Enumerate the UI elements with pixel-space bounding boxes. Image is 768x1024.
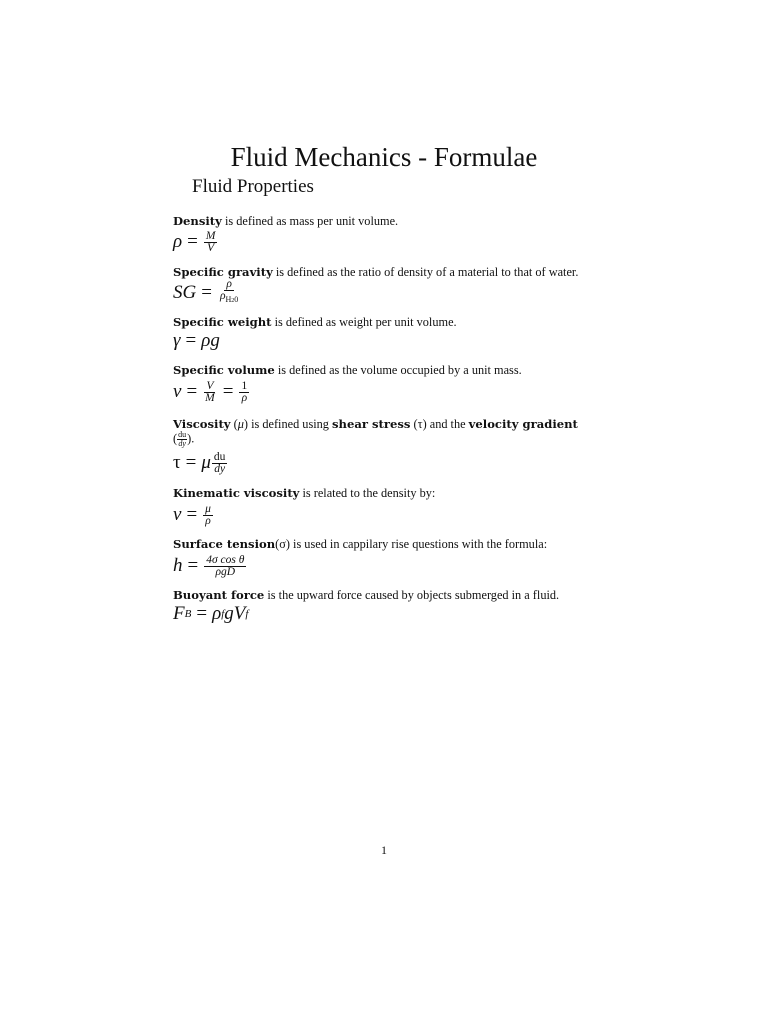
- entry-text: is defined as weight per unit volume.: [271, 315, 457, 329]
- buoyant-force-formula: [173, 602, 623, 626]
- denominator: $\rho_{H20}$: [219, 290, 239, 304]
- specific-weight-formula: [173, 329, 623, 353]
- entry-term: Specific volume: [173, 363, 275, 377]
- equals-sign: =: [222, 381, 234, 402]
- entry-term: Density: [173, 214, 222, 228]
- specific-volume-formula: [173, 377, 623, 407]
- entry-description: [173, 588, 623, 602]
- numerator: V: [206, 379, 214, 392]
- entry-description: Viscosity (μ) is defined using shear stress (τ) and the velocity gradient ( $\frac{du}{dy}$ ).: [173, 417, 578, 448]
- entry-specific-volume: [173, 363, 623, 407]
- density-formula: [173, 228, 623, 256]
- subscript: f: [221, 608, 225, 620]
- formula-lhs: F: [173, 603, 185, 624]
- viscosity-formula: [173, 448, 623, 478]
- numerator: du: [213, 450, 226, 463]
- fraction: [218, 279, 240, 307]
- entry-text: is the upward force caused by objects submerged in a fluid.: [264, 588, 560, 602]
- subscript: H20: [225, 295, 239, 304]
- fraction: [204, 555, 246, 578]
- entry-description: [173, 214, 623, 228]
- entry-description: [173, 537, 623, 551]
- equals-sign: =: [186, 381, 198, 402]
- fraction: [212, 452, 228, 475]
- gradient-fraction: $\frac{du}{dy}$: [178, 430, 187, 448]
- numerator: μ: [205, 502, 211, 515]
- subscript: f: [245, 608, 249, 620]
- entry-description: [173, 486, 623, 500]
- entry-viscosity: [173, 417, 623, 478]
- page-number: 1: [381, 843, 387, 857]
- formula-mu: μ: [201, 452, 211, 473]
- subscript: B: [184, 608, 192, 620]
- entry-term: Surface tension: [173, 537, 276, 551]
- fraction: [204, 231, 218, 254]
- numerator: M: [205, 229, 216, 242]
- formula-list: [173, 214, 623, 626]
- entry-term: Buoyant force: [173, 588, 265, 602]
- entry-text: is related to the density by:: [299, 486, 436, 500]
- denominator: ρ: [241, 391, 248, 404]
- numerator: ρ: [226, 278, 232, 290]
- section-heading: Fluid Properties: [192, 176, 314, 197]
- denominator: M: [205, 391, 215, 404]
- entry-term: velocity gradient: [468, 417, 578, 431]
- kinematic-viscosity-formula: [173, 500, 623, 530]
- denominator: ρgD: [215, 565, 236, 578]
- surface-tension-formula: [173, 551, 623, 581]
- entry-text: is defined as the ratio of density of a material to that of water.: [272, 265, 579, 279]
- equals-sign: =: [201, 282, 212, 303]
- specific-gravity-formula: [173, 279, 623, 307]
- denominator: ρ: [205, 514, 211, 527]
- entry-text: (σ) is used in cappilary rise questions with the formula:: [275, 537, 548, 551]
- numerator: 4σ cos θ: [206, 553, 245, 566]
- entry-density: [173, 214, 623, 256]
- entry-specific-weight: [173, 315, 623, 353]
- entry-term: Kinematic viscosity: [173, 486, 300, 500]
- entry-term: shear stress: [332, 417, 411, 431]
- equals-sign: =: [187, 555, 199, 576]
- formula-lhs: γ: [173, 330, 181, 351]
- entry-kinematic-viscosity: [173, 486, 623, 530]
- formula-v: V: [233, 603, 246, 624]
- equals-sign: =: [196, 603, 208, 624]
- entry-description: [173, 363, 623, 377]
- numerator: 1: [241, 379, 248, 392]
- denominator: dy: [214, 462, 226, 475]
- entry-text: is defined as mass per unit volume.: [221, 214, 399, 228]
- entry-term: Specific gravity: [173, 265, 273, 279]
- fraction: [203, 504, 213, 527]
- entry-specific-gravity: [173, 265, 623, 307]
- formula-lhs: SG: [173, 282, 197, 303]
- entry-buoyant-force: [173, 588, 623, 626]
- equals-sign: =: [187, 231, 198, 252]
- document-title: Fluid Mechanics - Formulae: [230, 142, 538, 172]
- entry-term: Viscosity: [173, 417, 231, 431]
- formula-rhs: ρg: [201, 330, 220, 351]
- entry-surface-tension: [173, 537, 623, 581]
- entry-term: Specific weight: [173, 315, 272, 329]
- entry-description: [173, 315, 623, 329]
- entry-description: [173, 265, 623, 279]
- equals-sign: =: [185, 330, 197, 351]
- formula-lhs: τ: [173, 452, 181, 473]
- formula-lhs: h: [173, 555, 183, 576]
- denominator: V: [207, 241, 215, 254]
- formula-lhs: v: [173, 504, 182, 525]
- formula-lhs: v: [173, 381, 182, 402]
- entry-text: is defined as the volume occupied by a unit mass.: [274, 363, 522, 377]
- fraction: [203, 381, 217, 404]
- formula-lhs: ρ: [173, 231, 183, 252]
- fraction: [239, 381, 249, 404]
- equals-sign: =: [186, 504, 198, 525]
- formula-g: g: [224, 603, 234, 624]
- formula-rho: ρ: [212, 603, 222, 624]
- equals-sign: =: [185, 452, 197, 473]
